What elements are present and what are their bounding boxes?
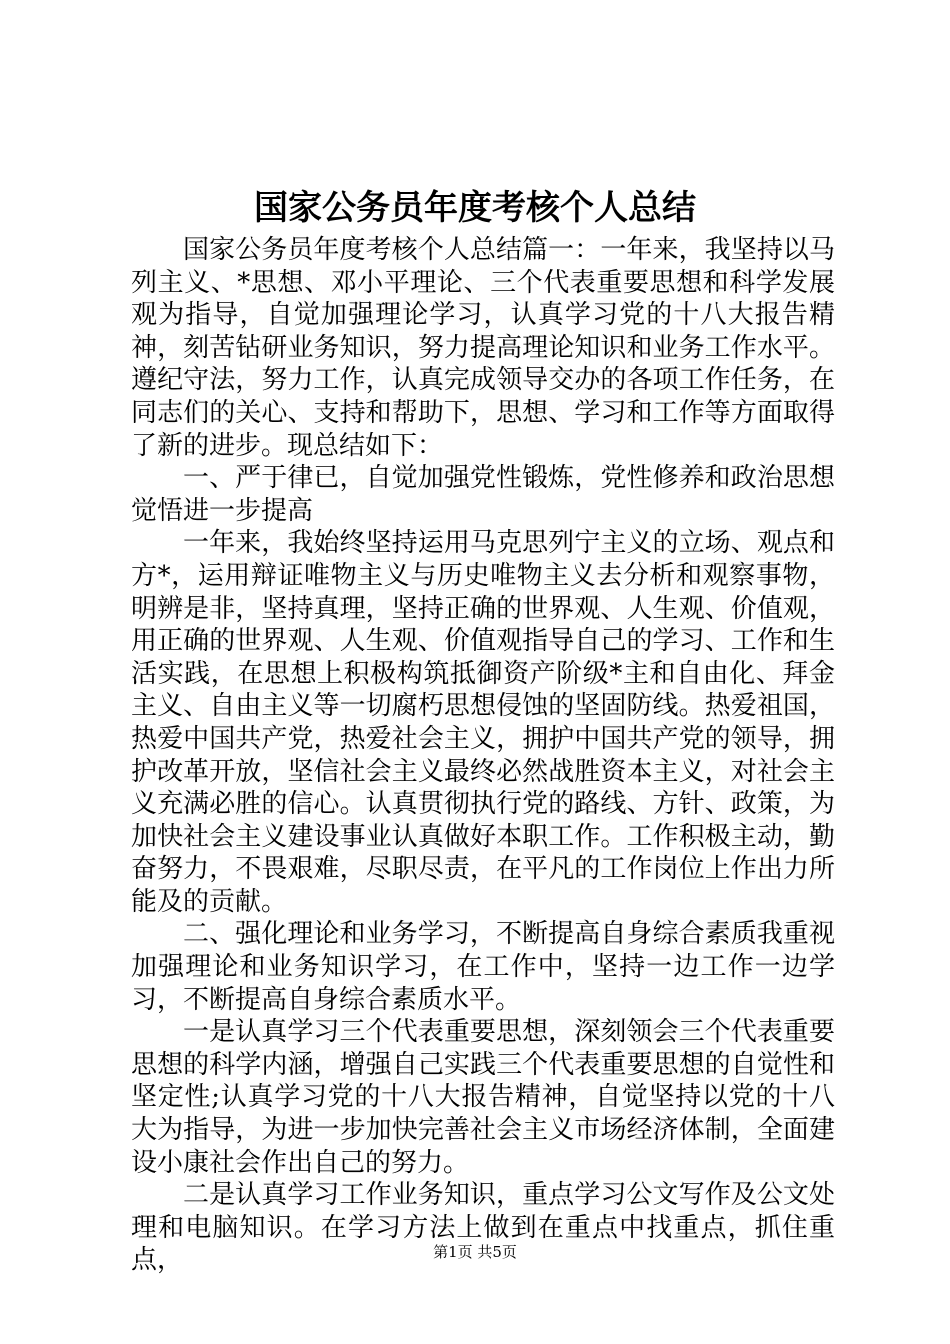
paragraph-point-2: 二是认真学习工作业务知识，重点学习公文写作及公文处理和电脑知识。在学习方法上做到在重点中找重点，抓住重点， [131,1180,835,1276]
paragraph-intro: 国家公务员年度考核个人总结篇一：一年来，我坚持以马列主义、*思想、邓小平理论、三个代表重要思想和科学发展观为指导，自觉加强理论学习，认真学习党的十八大报告精神，刻苦钻研业务知识，努力提高理论知识和业务工作水平。遵纪守法，努力工作，认真完成领导交办的各项工作任务，在同志们的关心、支持和帮助下，思想、学习和工作等方面取得了新的进步。现总结如下： [131,235,835,461]
paragraph-point-1: 一是认真学习三个代表重要思想，深刻领会三个代表重要思想的科学内涵，增强自己实践三个代表重要思想的自觉性和坚定性;认真学习党的十八大报告精神，自觉坚持以党的十八大为指导，为进一步加快完善社会主义市场经济体制，全面建设小康社会作出自己的努力。 [131,1017,835,1178]
paragraph-heading-1: 一、严于律已，自觉加强党性锻炼，党性修养和政治思想觉悟进一步提高 [131,463,835,526]
document-body [131,234,835,1277]
page-number-footer: 第1页 共5页 [433,1243,517,1261]
document-title: 国家公务员年度考核个人总结 [254,188,696,228]
paragraph-heading-2: 二、强化理论和业务学习，不断提高自身综合素质我重视加强理论和业务知识学习，在工作中，坚持一边工作一边学习，不断提高自身综合素质水平。 [131,919,835,1015]
paragraph-section-1: 一年来，我始终坚持运用马克思列宁主义的立场、观点和方*，运用辩证唯物主义与历史唯物主义去分析和观察事物，明辨是非，坚持真理，坚持正确的世界观、人生观、价值观，用正确的世界观、人生观、价值观指导自己的学习、工作和生活实践，在思想上积极构筑抵御资产阶级*主和自由化、拜金主义、自由主义等一切腐朽思想侵蚀的坚固防线。热爱祖国，热爱中国共产党，热爱社会主义，拥护中国共产党的领导，拥护改革开放，坚信社会主义最终必然战胜资本主义，对社会主义充满必胜的信心。认真贯彻执行党的路线、方针、政策，为加快社会主义建设事业认真做好本职工作。工作积极主动，勤奋努力，不畏艰难，尽职尽责，在平凡的工作岗位上作出力所能及的贡献。 [131,528,835,917]
